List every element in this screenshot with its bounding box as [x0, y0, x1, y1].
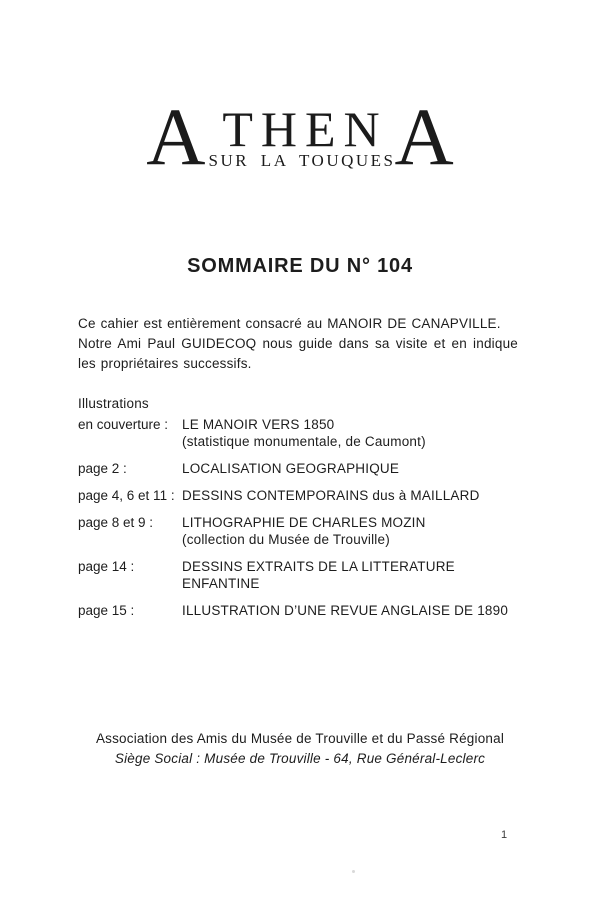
illustration-note: (statistique monumentale, de Caumont)	[182, 434, 426, 449]
illustration-description	[182, 487, 480, 504]
illustration-label: page 2 :	[78, 461, 127, 476]
illustration-label: page 15 :	[78, 603, 135, 618]
illustrations-header: Illustrations	[78, 396, 149, 411]
illustration-title-continuation: ENFANTINE	[182, 576, 260, 591]
scan-speck	[352, 870, 355, 873]
intro-line-1: Ce cahier est entièrement consacré au MANOIR DE CANAPVILLE.	[78, 316, 501, 331]
footer	[0, 729, 600, 769]
illustration-description	[182, 460, 399, 477]
illustration-label: en couverture :	[78, 417, 169, 432]
illustration-row-page-2	[78, 460, 518, 477]
sommaire-heading: SOMMAIRE DU N° 104	[187, 255, 413, 277]
illustration-label: page 8 et 9 :	[78, 515, 154, 530]
illustration-row-page-8-9	[78, 514, 518, 548]
illustration-note: (collection du Musée de Trouville)	[182, 532, 390, 547]
footer-address-line: Siège Social : Musée de Trouville - 64, Rue Général-Leclerc	[114, 751, 486, 766]
illustration-row-cover	[78, 416, 518, 450]
illustration-title: DESSINS EXTRAITS DE LA LITTERATURE	[182, 559, 455, 574]
logo-first-letter: A	[146, 91, 206, 182]
illustration-description	[182, 558, 455, 592]
logo-middle-letters: THEN	[222, 101, 388, 157]
intro-line-2: Notre Ami Paul GUIDECOQ nous guide dans sa visite et en indique	[78, 336, 518, 351]
illustration-title: LITHOGRAPHIE DE CHARLES MOZIN	[182, 515, 426, 530]
logo-subtitle: SUR LA TOUQUES	[208, 151, 396, 170]
illustration-title: LE MANOIR VERS 1850	[182, 417, 335, 432]
illustration-label: page 4, 6 et 11 :	[78, 488, 175, 503]
main-content	[78, 314, 518, 629]
logo-last-letter: A	[394, 91, 454, 182]
masthead-logo	[0, 91, 600, 182]
page-number: 1	[501, 829, 508, 841]
intro-line-3: les propriétaires successifs.	[78, 356, 252, 371]
logo-middle-block	[208, 101, 396, 170]
illustration-row-page-14	[78, 558, 518, 592]
illustrations-section	[78, 395, 518, 619]
footer-association-line: Association des Amis du Musée de Trouville et du Passé Régional	[95, 731, 505, 746]
illustration-description	[182, 514, 426, 548]
illustration-row-page-15	[78, 602, 518, 619]
illustration-row-page-4-6-11	[78, 487, 518, 504]
illustration-title: ILLUSTRATION D’UNE REVUE ANGLAISE DE 1890	[182, 603, 509, 618]
illustration-label: page 14 :	[78, 559, 135, 574]
illustration-title: DESSINS CONTEMPORAINS dus à MAILLARD	[182, 488, 480, 503]
illustration-description	[182, 416, 426, 450]
intro-paragraph	[78, 314, 518, 374]
illustration-title: LOCALISATION GEOGRAPHIQUE	[182, 461, 400, 476]
illustration-description	[182, 602, 508, 619]
